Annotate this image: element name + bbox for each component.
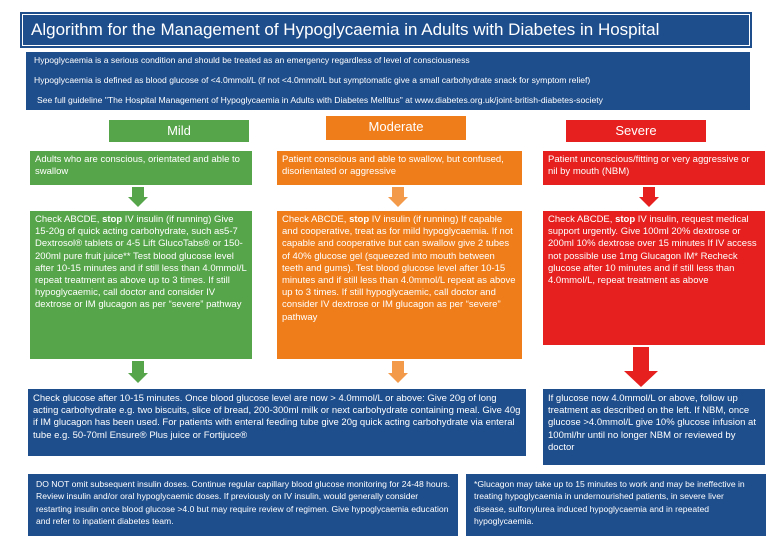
mild-arrow-1 [128, 187, 148, 207]
insulin-note-text: DO NOT omit subsequent insulin doses. Continue regular capillary blood glucose monitoring for 24-48 hours. Review insulin and/or oral hypoglycaemic doses. If previously on IV insulin, would generally consider restarting insulin once blood glucose >4.0 but may require review of regimen. Give hypoglycaemia education and refer to inpatient diabetes team. [36, 479, 450, 527]
mild-condition [30, 151, 252, 185]
severe-followup [543, 389, 765, 465]
title-text: Algorithm for the Management of Hypoglycaemia in Adults with Diabetes in Hospital [31, 20, 660, 39]
moderate-treatment [277, 211, 522, 359]
mild-header-label: Mild [167, 123, 191, 138]
moderate-condition-text: Patient conscious and able to swallow, but confused, disorientated or aggressive [282, 154, 504, 178]
mild-condition-text: Adults who are conscious, orientated and able to swallow [35, 154, 240, 178]
moderate-condition [277, 151, 522, 185]
intro-line-2: Hypoglycaemia is defined as blood glucose of <4.0mmol/L (if not <4.0mmol/L but symptomatic give a small carbohydrate snack for symptom relief) [34, 75, 591, 85]
insulin-note [28, 474, 458, 536]
severe-header [566, 120, 706, 142]
mild-treatment-stop: stop [102, 214, 123, 225]
page-title [22, 14, 750, 46]
mild-treatment [30, 211, 252, 359]
glucagon-note [466, 474, 766, 536]
glucagon-note-text: *Glucagon may take up to 15 minutes to work and may be ineffective in treating hypoglycaemia in undernourished patients, in severe liver disease, sulfonylurea induced hypoglycaemia and in repeated hypoglycaemia. [474, 479, 745, 527]
severe-followup-text: If glucose now 4.0mmol/L or above, follow up treatment as described on the left. If NBM, once glucose >4.0mmol/L give 10% glucose infusion at 100ml/hr until no longer NBM or reviewed by doctor [548, 393, 756, 453]
severe-treatment-stop: stop [615, 214, 636, 225]
severe-header-label: Severe [615, 123, 657, 138]
mild-treatment-text: IV insulin (if running) Give 15-20g of quick acting carbohydrate, such as5-7 Dextrosol® tablets or 4-5 Lift GlucoTabs® or 150-200ml pure fruit juice** Test blood glucose level after 10-15 minutes and if still less than 4.0mmol/L repeat treatment as above up to 3 times. If still hypoglycaemic, call doctor and consider IV dextrose or IM glucagon as per “severe” pathway [35, 214, 247, 311]
moderate-arrow-2 [388, 361, 408, 383]
severe-arrow-2 [624, 347, 658, 387]
moderate-treatment-pre: Check ABCDE, [282, 214, 350, 225]
moderate-header-label: Moderate [368, 119, 424, 134]
severe-condition [543, 151, 765, 185]
moderate-header [326, 116, 466, 140]
severe-treatment [543, 211, 765, 345]
followup-text: Check glucose after 10-15 minutes. Once blood glucose level are now > 4.0mmol/L or above: Give 20g of long acting carbohydrate e.g. two biscuits, slice of bread, 200-300ml milk or next carbohydrate containing meal. Give 40g if IM glucagon has been used. For patients with enteral feeding tube give 20g quick acting carbohydrate via enteral tube e.g. 50-70ml Ensure® Plus juice or Fortijuce® [33, 393, 521, 441]
intro-panel [26, 52, 750, 110]
moderate-treatment-stop: stop [349, 214, 370, 225]
severe-condition-text: Patient unconscious/fitting or very aggressive or nil by mouth (NBM) [548, 154, 750, 178]
severe-treatment-text: IV insulin, request medical support urgently. Give 100ml 20% dextrose or 200ml 10% dextrose over 15 minutes If IV access not possible use 1mg Glucagon IM* Recheck glucose after 10 minutes and if still less than 4.0mmol/L, repeat treatment as above [548, 214, 757, 287]
moderate-treatment-text: IV insulin (if running) If capable and cooperative, treat as for mild hypoglycaemia. If not capable and cooperative but can swallow give 2 tubes of 40% glucose gel (squeezed into mouth between teeth and gums). Test blood glucose level after 10-15 minutes and if still less than 4.0mmol/L repeat as above up to 3 times. If still hypoglycaemic, call doctor and consider IV dextrose or IM glucagon as per “severe” pathway [282, 214, 516, 323]
intro-line-3: See full guideline "The Hospital Management of Hypoglycaemia in Adults with Diabetes Mellitus" at www.diabetes.org.uk/joint-british-diabetes-society [37, 95, 603, 105]
mild-treatment-pre: Check ABCDE, [35, 214, 103, 225]
mild-header [109, 120, 249, 142]
mild-arrow-2 [128, 361, 148, 383]
severe-treatment-pre: Check ABCDE, [548, 214, 616, 225]
moderate-arrow-1 [388, 187, 408, 207]
intro-line-1: Hypoglycaemia is a serious condition and should be treated as an emergency regardless of level of consciousness [34, 55, 470, 65]
severe-arrow-1 [639, 187, 659, 207]
followup-instructions [28, 389, 526, 456]
